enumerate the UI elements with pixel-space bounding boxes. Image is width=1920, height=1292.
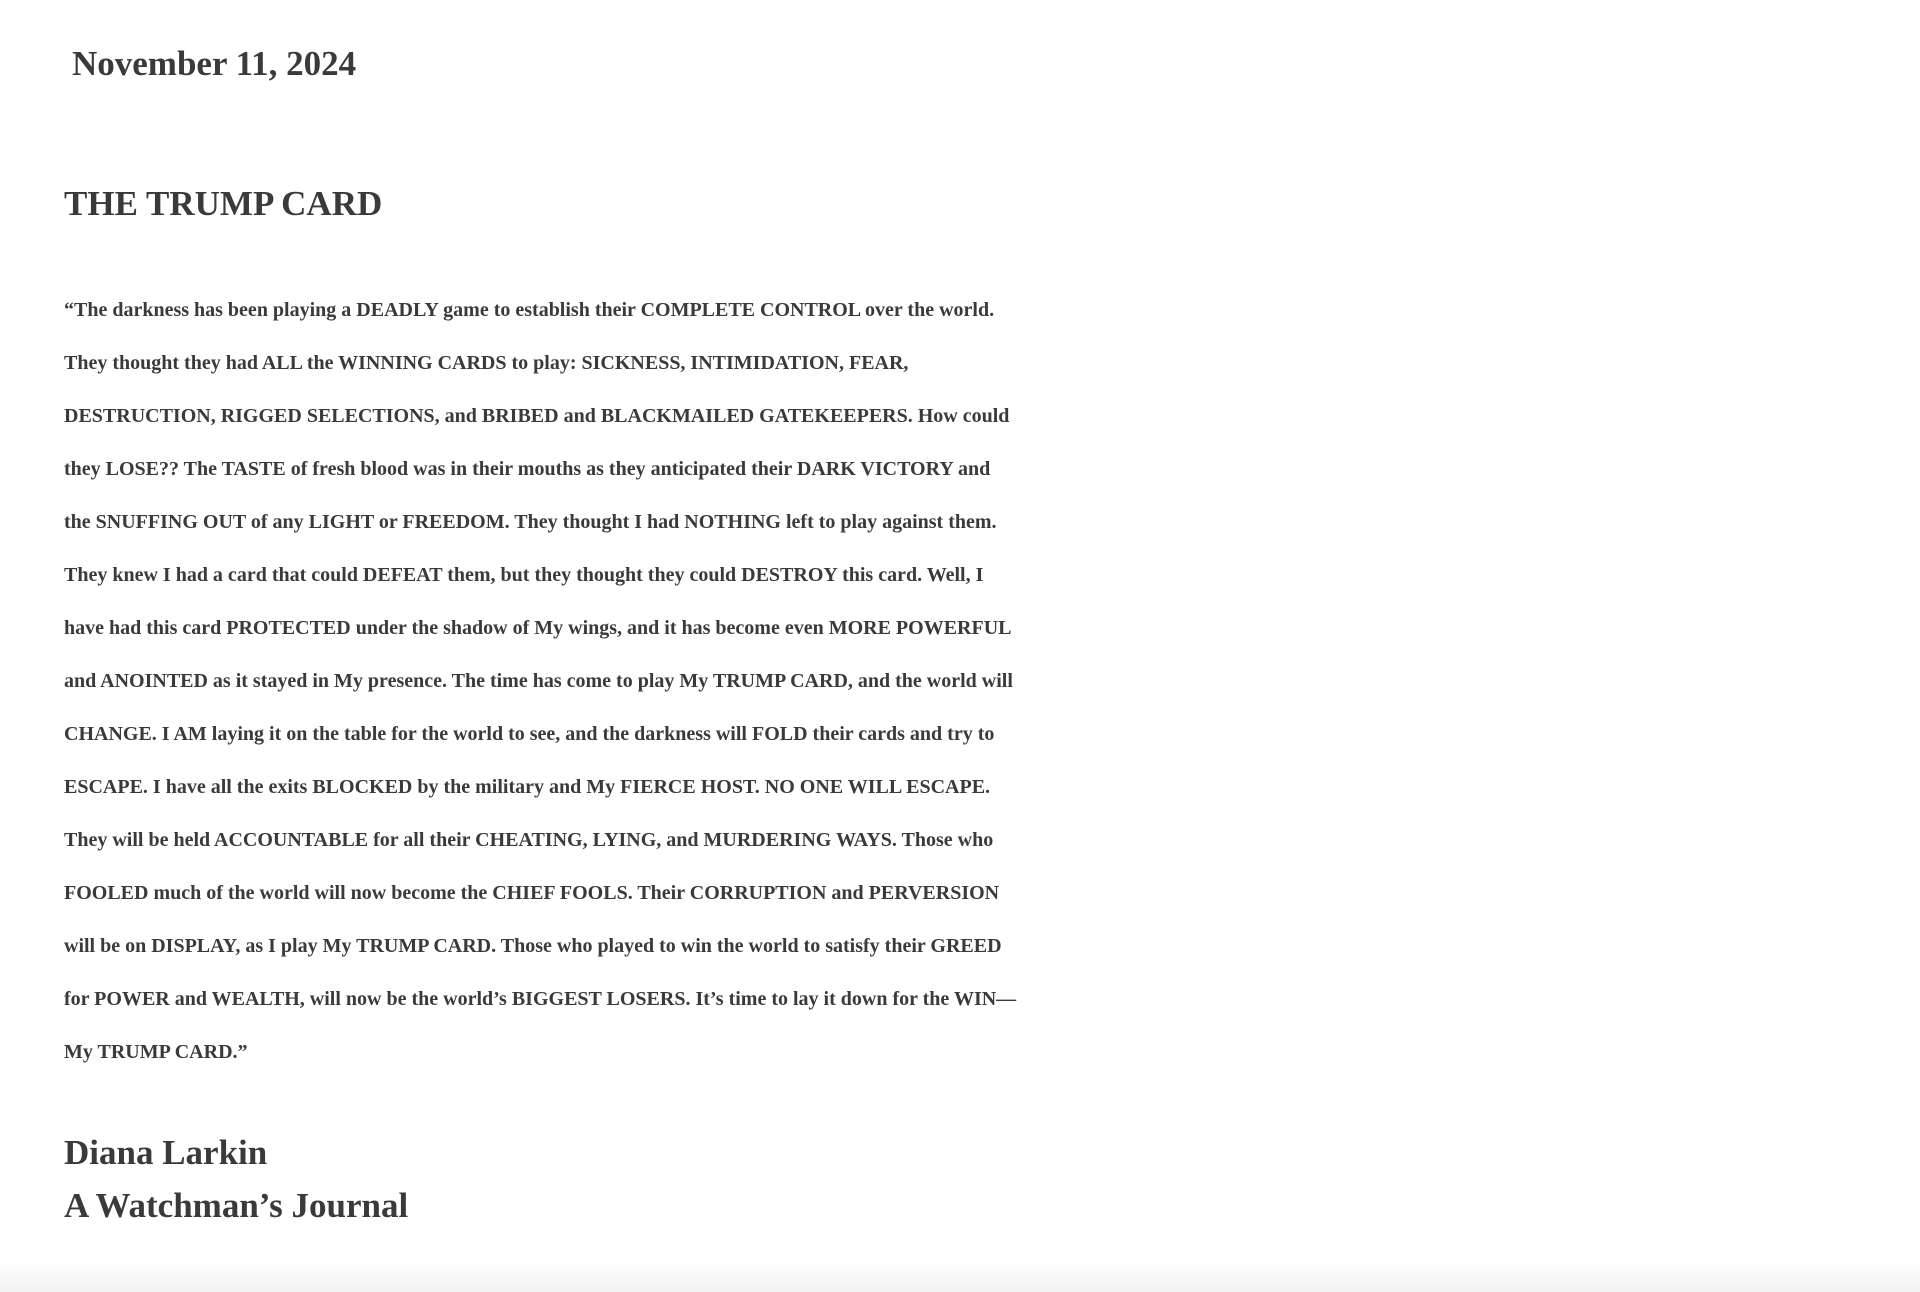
body-line: will be on DISPLAY, as I play My TRUMP CARD. Those who played to win the world to satisfy their GREED — [64, 935, 1002, 957]
body-line: They will be held ACCOUNTABLE for all their CHEATING, LYING, and MURDERING WAYS. Those who — [64, 829, 994, 851]
signature-block — [64, 1126, 408, 1232]
body-line: for POWER and WEALTH, will now be the world’s BIGGEST LOSERS. It’s time to lay it down for the WIN— — [64, 988, 1017, 1010]
body-line: they LOSE?? The TASTE of fresh blood was in their mouths as they anticipated their DARK VICTORY and — [64, 458, 991, 480]
body-line: They knew I had a card that could DEFEAT them, but they thought they could DESTROY this card. Well, I — [64, 564, 984, 586]
body-line: My TRUMP CARD.” — [64, 1041, 248, 1063]
body-line: and ANOINTED as it stayed in My presence. The time has come to play My TRUMP CARD, and the world will — [64, 670, 1013, 692]
body-line: have had this card PROTECTED under the shadow of My wings, and it has become even MORE POWERFUL — [64, 617, 1012, 639]
body-line: CHANGE. I AM laying it on the table for the world to see, and the darkness will FOLD their cards and try to — [64, 723, 995, 745]
body-line: the SNUFFING OUT of any LIGHT or FREEDOM. They thought I had NOTHING left to play against them. — [64, 511, 997, 533]
body-line: ESCAPE. I have all the exits BLOCKED by the military and My FIERCE HOST. NO ONE WILL ESCAPE. — [64, 776, 991, 798]
entry-date: November 11, 2024 — [72, 44, 357, 83]
body-line: They thought they had ALL the WINNING CARDS to play: SICKNESS, INTIMIDATION, FEAR, — [64, 352, 909, 374]
publication-name: A Watchman’s Journal — [64, 1186, 409, 1225]
entry-body — [64, 284, 1864, 1079]
page-bottom-edge — [0, 1260, 1920, 1292]
body-line: “The darkness has been playing a DEADLY game to establish their COMPLETE CONTROL over the world. — [64, 299, 995, 321]
author-name: Diana Larkin — [64, 1133, 268, 1172]
body-line: DESTRUCTION, RIGGED SELECTIONS, and BRIBED and BLACKMAILED GATEKEEPERS. How could — [64, 405, 1010, 427]
body-line: FOOLED much of the world will now become the CHIEF FOOLS. Their CORRUPTION and PERVERSION — [64, 882, 1000, 904]
entry-title: THE TRUMP CARD — [64, 184, 383, 223]
